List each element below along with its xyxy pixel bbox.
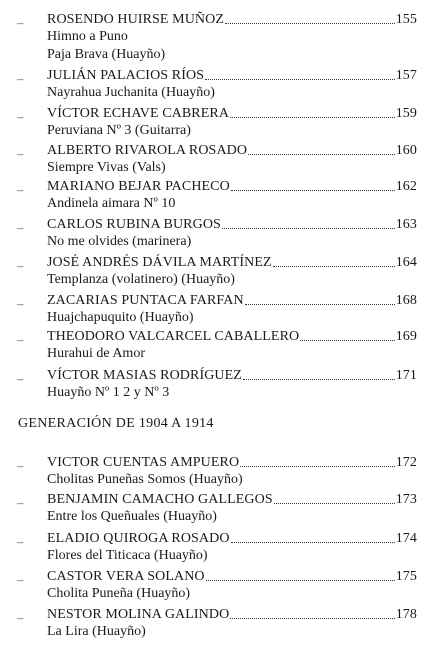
work-title: Andinela aimara Nº 10	[47, 196, 176, 211]
dash-marker: –	[17, 146, 24, 161]
dash-marker: –	[17, 109, 24, 124]
toc-entry-line	[47, 453, 417, 471]
dash-marker: –	[17, 610, 24, 625]
page-number: 178	[395, 607, 417, 622]
page-number: 174	[395, 531, 417, 546]
dash-marker: –	[17, 572, 24, 587]
dot-leader	[230, 618, 394, 619]
work-title: Siempre Vivas (Vals)	[47, 160, 166, 175]
dot-leader	[222, 228, 395, 229]
page-number: 175	[395, 569, 417, 584]
work-title: Cholitas Puneñas Somos (Huayño)	[47, 472, 243, 487]
page-number: 164	[395, 255, 417, 270]
composer-name: ALBERTO RIVAROLA ROSADO	[47, 143, 248, 158]
dot-leader	[300, 340, 394, 341]
dot-leader	[230, 117, 395, 118]
work-title: Nayrahua Juchanita (Huayño)	[47, 85, 215, 100]
work-title: Cholita Puneña (Huayño)	[47, 586, 191, 601]
page-number: 173	[395, 492, 417, 507]
dot-leader	[273, 266, 395, 267]
toc-entry-line	[47, 215, 417, 233]
composer-name: BENJAMIN CAMACHO GALLEGOS	[47, 492, 273, 507]
composer-name: VÍCTOR MASIAS RODRÍGUEZ	[47, 368, 242, 383]
section-heading: GENERACIÓN DE 1904 A 1914	[18, 416, 214, 431]
dash-marker: –	[17, 371, 24, 386]
composer-name: VÍCTOR ECHAVE CABRERA	[47, 106, 230, 121]
composer-name: ROSENDO HUIRSE MUÑOZ	[47, 12, 225, 27]
dash-marker: –	[17, 296, 24, 311]
toc-entry-line	[47, 291, 417, 309]
page-number: 168	[395, 293, 417, 308]
dash-marker: –	[17, 495, 24, 510]
composer-name: THEODORO VALCARCEL CABALLERO	[47, 329, 300, 344]
composer-name: VICTOR CUENTAS AMPUERO	[47, 455, 240, 470]
work-title: Paja Brava (Huayño)	[47, 47, 166, 62]
work-title: Huayño Nº 1 2 y Nº 3	[47, 385, 170, 400]
dash-marker: –	[17, 220, 24, 235]
dot-leader	[245, 304, 395, 305]
work-title: Himno a Puno	[47, 29, 128, 44]
page-number: 162	[395, 179, 417, 194]
toc-entry-line	[47, 253, 417, 271]
dot-leader	[248, 154, 395, 155]
toc-entry-line	[47, 490, 417, 508]
toc-entry-line	[47, 104, 417, 122]
dot-leader	[231, 542, 395, 543]
dash-marker: –	[17, 534, 24, 549]
composer-name: CASTOR VERA SOLANO	[47, 569, 205, 584]
composer-name: JULIÁN PALACIOS RÍOS	[47, 68, 205, 83]
toc-entry-line	[47, 141, 417, 159]
work-title: No me olvides (marinera)	[47, 234, 192, 249]
page-number: 172	[395, 455, 417, 470]
page-number: 157	[395, 68, 417, 83]
work-title: La Lira (Huayño)	[47, 624, 146, 639]
composer-name: ELADIO QUIROGA ROSADO	[47, 531, 230, 546]
work-title: Flores del Titicaca (Huayño)	[47, 548, 208, 563]
work-title: Huajchapuquito (Huayño)	[47, 310, 194, 325]
composer-name: CARLOS RUBINA BURGOS	[47, 217, 221, 232]
toc-entry-line	[47, 177, 417, 195]
dot-leader	[243, 379, 395, 380]
work-title: Hurahui de Amor	[47, 346, 145, 361]
toc-entry-line	[47, 10, 417, 28]
toc-entry-line	[47, 605, 417, 623]
page-number: 171	[395, 368, 417, 383]
composer-name: ZACARIAS PUNTACA FARFAN	[47, 293, 244, 308]
dot-leader	[274, 503, 395, 504]
page-number: 155	[395, 12, 417, 27]
work-title: Templanza (volatinero) (Huayño)	[47, 272, 235, 287]
dash-marker: –	[17, 332, 24, 347]
page-number: 169	[395, 329, 417, 344]
composer-name: MARIANO BEJAR PACHECO	[47, 179, 230, 194]
dash-marker: –	[17, 71, 24, 86]
dot-leader	[225, 23, 395, 24]
composer-name: JOSÉ ANDRÉS DÁVILA MARTÍNEZ	[47, 255, 272, 270]
page-number: 160	[395, 143, 417, 158]
composer-name: NESTOR MOLINA GALINDO	[47, 607, 230, 622]
toc-entry-line	[47, 567, 417, 585]
toc-entry-line	[47, 327, 417, 345]
dash-marker: –	[17, 458, 24, 473]
dash-marker: –	[17, 182, 24, 197]
toc-entry-line	[47, 66, 417, 84]
dash-marker: –	[17, 258, 24, 273]
dot-leader	[231, 190, 395, 191]
page-number: 159	[395, 106, 417, 121]
work-title: Entre los Queñuales (Huayño)	[47, 509, 217, 524]
toc-entry-line	[47, 529, 417, 547]
dash-marker: –	[17, 15, 24, 30]
toc-entry-line	[47, 366, 417, 384]
dot-leader	[206, 580, 395, 581]
page-number: 163	[395, 217, 417, 232]
work-title: Peruviana Nº 3 (Guitarra)	[47, 123, 191, 138]
dot-leader	[240, 466, 395, 467]
dot-leader	[205, 79, 395, 80]
